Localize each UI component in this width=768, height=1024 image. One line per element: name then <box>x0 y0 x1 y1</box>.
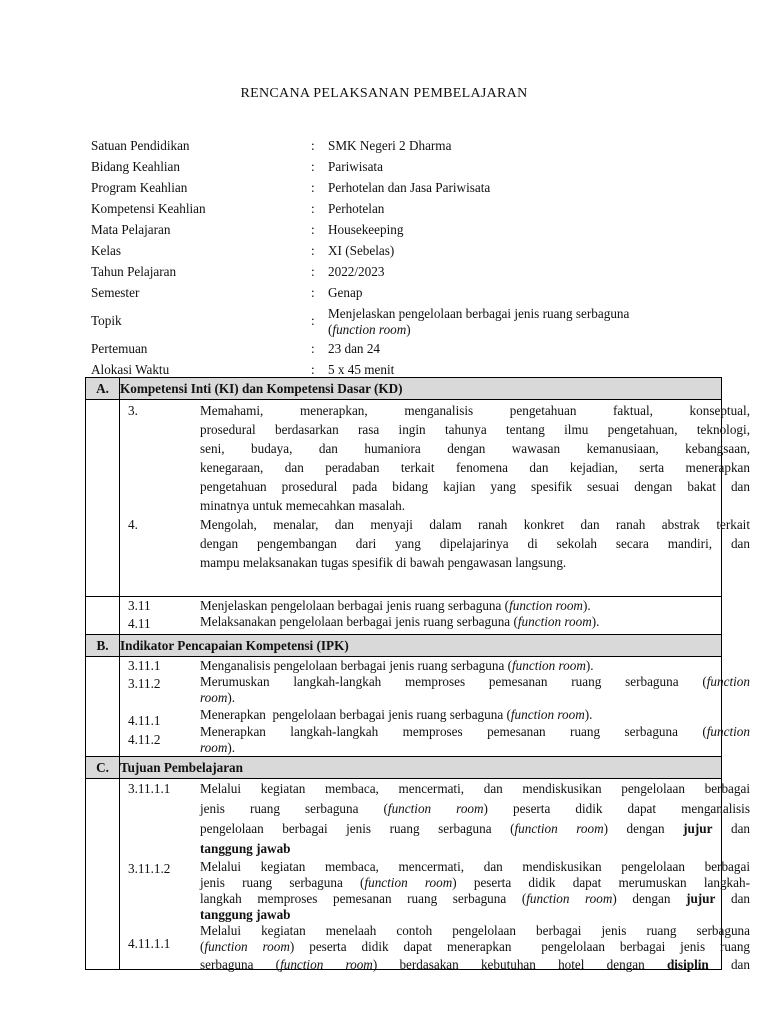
text: jenis ruang serbaguna <box>200 801 359 816</box>
identity-row <box>91 241 691 262</box>
rpp-table <box>85 377 751 972</box>
ipk-text-cont: room). <box>200 690 236 705</box>
identity-label: Satuan Pendidikan <box>91 138 190 153</box>
ipk-block <box>120 657 750 756</box>
identity-value: Perhotelan <box>328 201 385 216</box>
period: . <box>590 658 594 673</box>
text: peserta didik dapat menganalisis <box>512 801 750 816</box>
text: jenis ruang serbaguna <box>200 875 343 890</box>
identity-label: Kelas <box>91 243 122 258</box>
identity-label: Semester <box>91 285 140 300</box>
paren: ( <box>328 322 333 337</box>
tujuan-line: Melalui kegiatan membaca, mencermati, dan mendiskusikan pengelolaan berbagai <box>200 781 750 796</box>
ki3-line: minatnya untuk memecahkan masalah. <box>200 498 406 513</box>
section-letter: C. <box>86 757 120 779</box>
text: peserta didik dapat menerapkan pengelolaan berbagai jenis ruang <box>309 939 751 954</box>
ipk-text: Menganalisis pengelolaan berbagai jenis ruang serbaguna (function room). <box>200 658 594 673</box>
identity-value: 2022/2023 <box>328 264 385 279</box>
section-letter: A. <box>86 378 120 400</box>
ki3-line: Memahami, menerapkan, menganalisis pengetahuan faktual, konseptual, <box>200 403 750 418</box>
identity-label: Pertemuan <box>91 341 148 356</box>
kd-text-main: Menjelaskan pengelolaan berbagai jenis ruang serbaguna <box>200 598 502 613</box>
text: dengan <box>632 891 671 906</box>
ki4-line: Mengolah, menalar, dan menyaji dalam ranah konkret dan ranah abstrak terkait <box>200 517 750 532</box>
ipk-number: 3.11.1 <box>128 658 161 673</box>
identity-row <box>91 199 691 220</box>
italic-term: function room <box>204 939 290 954</box>
identity-row <box>91 220 691 241</box>
italic-term: function room <box>280 957 373 972</box>
text: dan <box>730 891 751 906</box>
italic-term: function <box>706 674 750 689</box>
identity-label: Kompetensi Keahlian <box>91 201 206 216</box>
ipk-text-cont: room). <box>200 740 236 755</box>
ipk-text-main: Menganalisis pengelolaan berbagai jenis ruang serbaguna <box>200 658 505 673</box>
identity-value: Genap <box>328 285 363 300</box>
italic-term: function room <box>512 658 586 673</box>
section-a-header <box>86 378 722 400</box>
ki-block <box>120 400 750 596</box>
identity-label: Topik <box>91 313 122 328</box>
ipk-text-main: Menerapkan langkah-langkah memproses pemesanan ruang serbaguna <box>200 724 678 739</box>
tujuan-line <box>200 939 750 955</box>
text: dan <box>730 957 750 972</box>
tujuan-line: Melalui kegiatan membaca, mencermati, dan mendiskusikan pengelolaan berbagai <box>200 859 750 874</box>
italic-term: function room <box>364 875 453 890</box>
ki3-line: seni, budaya, dan humaniora dengan wawasan kemanusiaan, kebangsaan, <box>200 441 750 456</box>
period: . <box>596 614 600 629</box>
section-a-ki-row <box>86 400 722 597</box>
colon: : <box>311 138 315 153</box>
section-letter: B. <box>86 635 120 657</box>
tujuan-line: langkah memproses pemesanan ruang serbaguna (function room) dengan jujur dan <box>200 891 751 906</box>
period: . <box>231 740 236 755</box>
paren: ) <box>289 939 295 954</box>
paren: ( <box>200 939 205 954</box>
identity-row <box>91 136 691 157</box>
section-a-kd-row <box>86 597 722 635</box>
tujuan-line: pengelolaan berbagai jenis ruang serbaguna (function room) dengan jujur dan <box>200 821 751 836</box>
text: berdasakan kebutuhan hotel dengan <box>399 957 645 972</box>
identity-value: Perhotelan dan Jasa Pariwisata <box>328 180 491 195</box>
ipk-text: Menerapkan langkah-langkah memproses pemesanan ruang serbaguna (function <box>200 724 750 739</box>
identity-label: Mata Pelajaran <box>91 222 171 237</box>
period: . <box>589 707 593 722</box>
ipk-number: 3.11.2 <box>128 676 161 691</box>
identity-value: Pariwisata <box>328 159 383 174</box>
tujuan-line: jenis ruang serbaguna (function room) peserta didik dapat menganalisis <box>200 801 750 816</box>
ki4-line: dengan pengembangan dari yang dipelajarinya di sekolah secara mandiri, dan <box>200 536 750 551</box>
text: langkah memproses pemesanan ruang serbaguna <box>200 891 507 906</box>
identity-section <box>91 136 691 381</box>
kd-text: Menjelaskan pengelolaan berbagai jenis ruang serbaguna (function room). <box>200 598 591 613</box>
tujuan-number: 3.11.1.1 <box>128 781 171 796</box>
text: pengelolaan berbagai jenis ruang serbaguna <box>200 821 492 836</box>
italic-term: function room <box>387 801 484 816</box>
section-b-ipk-row <box>86 657 722 757</box>
period: . <box>587 598 591 613</box>
kd-number: 4.11 <box>128 616 151 631</box>
tujuan-number: 3.11.1.2 <box>128 861 171 876</box>
italic-term: function room <box>514 821 604 836</box>
identity-label: Bidang Keahlian <box>91 159 180 174</box>
tujuan-block <box>120 779 751 972</box>
topik-line-1: Menjelaskan pengelolaan berbagai jenis ruang serbaguna <box>328 306 630 321</box>
italic-term: function room <box>526 891 613 906</box>
ki3-line: pengetahuan prosedural pada bidang kajian yang spesifik sesuai dengan bakat dan <box>200 479 750 494</box>
text: peserta didik dapat merumuskan langkah- <box>473 875 750 890</box>
tujuan-number: 4.11.1.1 <box>128 936 171 951</box>
identity-row <box>91 283 691 304</box>
tujuan-line: jenis ruang serbaguna (function room) peserta didik dapat merumuskan langkah- <box>200 875 750 890</box>
colon: : <box>311 362 315 377</box>
colon: : <box>311 222 315 237</box>
identity-row <box>91 178 691 199</box>
identity-row <box>91 262 691 283</box>
identity-row <box>91 157 691 178</box>
ki4-number: 4. <box>128 517 138 532</box>
kd-text-main: Melaksanakan pengelolaan berbagai jenis ruang serbaguna <box>200 614 511 629</box>
identity-label: Program Keahlian <box>91 180 188 195</box>
tujuan-line: serbaguna (function room) berdasakan kebutuhan hotel dengan disiplin dan <box>200 957 750 972</box>
italic-term: room <box>200 740 228 755</box>
section-b-header <box>86 635 722 657</box>
italic-term: function room <box>510 707 585 722</box>
ipk-number: 4.11.1 <box>128 713 161 728</box>
bold-value: tanggung jawab <box>200 841 291 856</box>
ki3-number: 3. <box>128 403 138 418</box>
section-c-tujuan-row <box>86 779 722 970</box>
colon: : <box>311 243 315 258</box>
ipk-text-main: Merumuskan langkah-langkah memproses pemesanan ruang serbaguna <box>200 674 679 689</box>
identity-value: 23 dan 24 <box>328 341 381 356</box>
identity-value <box>328 306 698 338</box>
identity-label: Tahun Pelajaran <box>91 264 177 279</box>
ipk-text: Menerapkan pengelolaan berbagai jenis ruang serbaguna (function room). <box>200 707 593 722</box>
kd-number: 3.11 <box>128 598 151 613</box>
text: dan <box>730 821 751 836</box>
italic-term: function room <box>517 614 592 629</box>
paren: ) <box>406 322 411 337</box>
identity-row-topik <box>91 304 691 339</box>
kd-block <box>120 597 721 634</box>
document-title: RENCANA PELAKSANAN PEMBELAJARAN <box>240 86 528 101</box>
section-heading: Kompetensi Inti (KI) dan Kompetensi Dasar (KD) <box>120 378 722 400</box>
ki3-line: kenegaraan, dan peradaban terkait fenomena dan kejadian, serta menerapkan <box>200 460 750 475</box>
ki4-line: mampu melaksanakan tugas spesifik di bawah pengawasan langsung. <box>200 555 567 570</box>
section-heading: Tujuan Pembelajaran <box>120 757 722 779</box>
bold-value: jujur <box>683 821 713 836</box>
colon: : <box>311 341 315 356</box>
colon: : <box>311 313 315 328</box>
section-c-header <box>86 757 722 779</box>
ipk-number: 4.11.2 <box>128 732 161 747</box>
italic-term: function <box>706 724 750 739</box>
bold-value: disiplin <box>666 957 709 972</box>
ki3-line: prosedural berdasarkan rasa ingin tahunya tentang ilmu pengetahuan, teknologi, <box>200 422 750 437</box>
colon: : <box>311 180 315 195</box>
text: serbaguna <box>200 957 254 972</box>
italic-term: function room <box>509 598 583 613</box>
ipk-text-main: Menerapkan pengelolaan berbagai jenis ruang serbaguna <box>200 707 504 722</box>
italic-term: room <box>200 690 228 705</box>
bold-value: jujur <box>686 891 716 906</box>
colon: : <box>311 201 315 216</box>
identity-value: XI (Sebelas) <box>328 243 395 258</box>
colon: : <box>311 159 315 174</box>
ipk-text: Merumuskan langkah-langkah memproses pemesanan ruang serbaguna (function <box>200 674 750 689</box>
tujuan-line: Melalui kegiatan menelaah contoh pengelolaan berbagai jenis ruang serbaguna <box>200 923 750 938</box>
identity-value: 5 x 45 menit <box>328 362 395 377</box>
section-heading: Indikator Pencapaian Kompetensi (IPK) <box>120 635 722 657</box>
identity-value: Housekeeping <box>328 222 404 237</box>
identity-row <box>91 339 691 360</box>
colon: : <box>311 264 315 279</box>
colon: : <box>311 285 315 300</box>
kd-text: Melaksanakan pengelolaan berbagai jenis ruang serbaguna (function room). <box>200 614 600 629</box>
identity-value: SMK Negeri 2 Dharma <box>328 138 452 153</box>
topik-function-room: function room <box>332 322 407 337</box>
identity-label: Alokasi Waktu <box>91 362 170 377</box>
text: dengan <box>626 821 665 836</box>
bold-value: tanggung jawab <box>200 907 291 922</box>
period: . <box>231 690 236 705</box>
